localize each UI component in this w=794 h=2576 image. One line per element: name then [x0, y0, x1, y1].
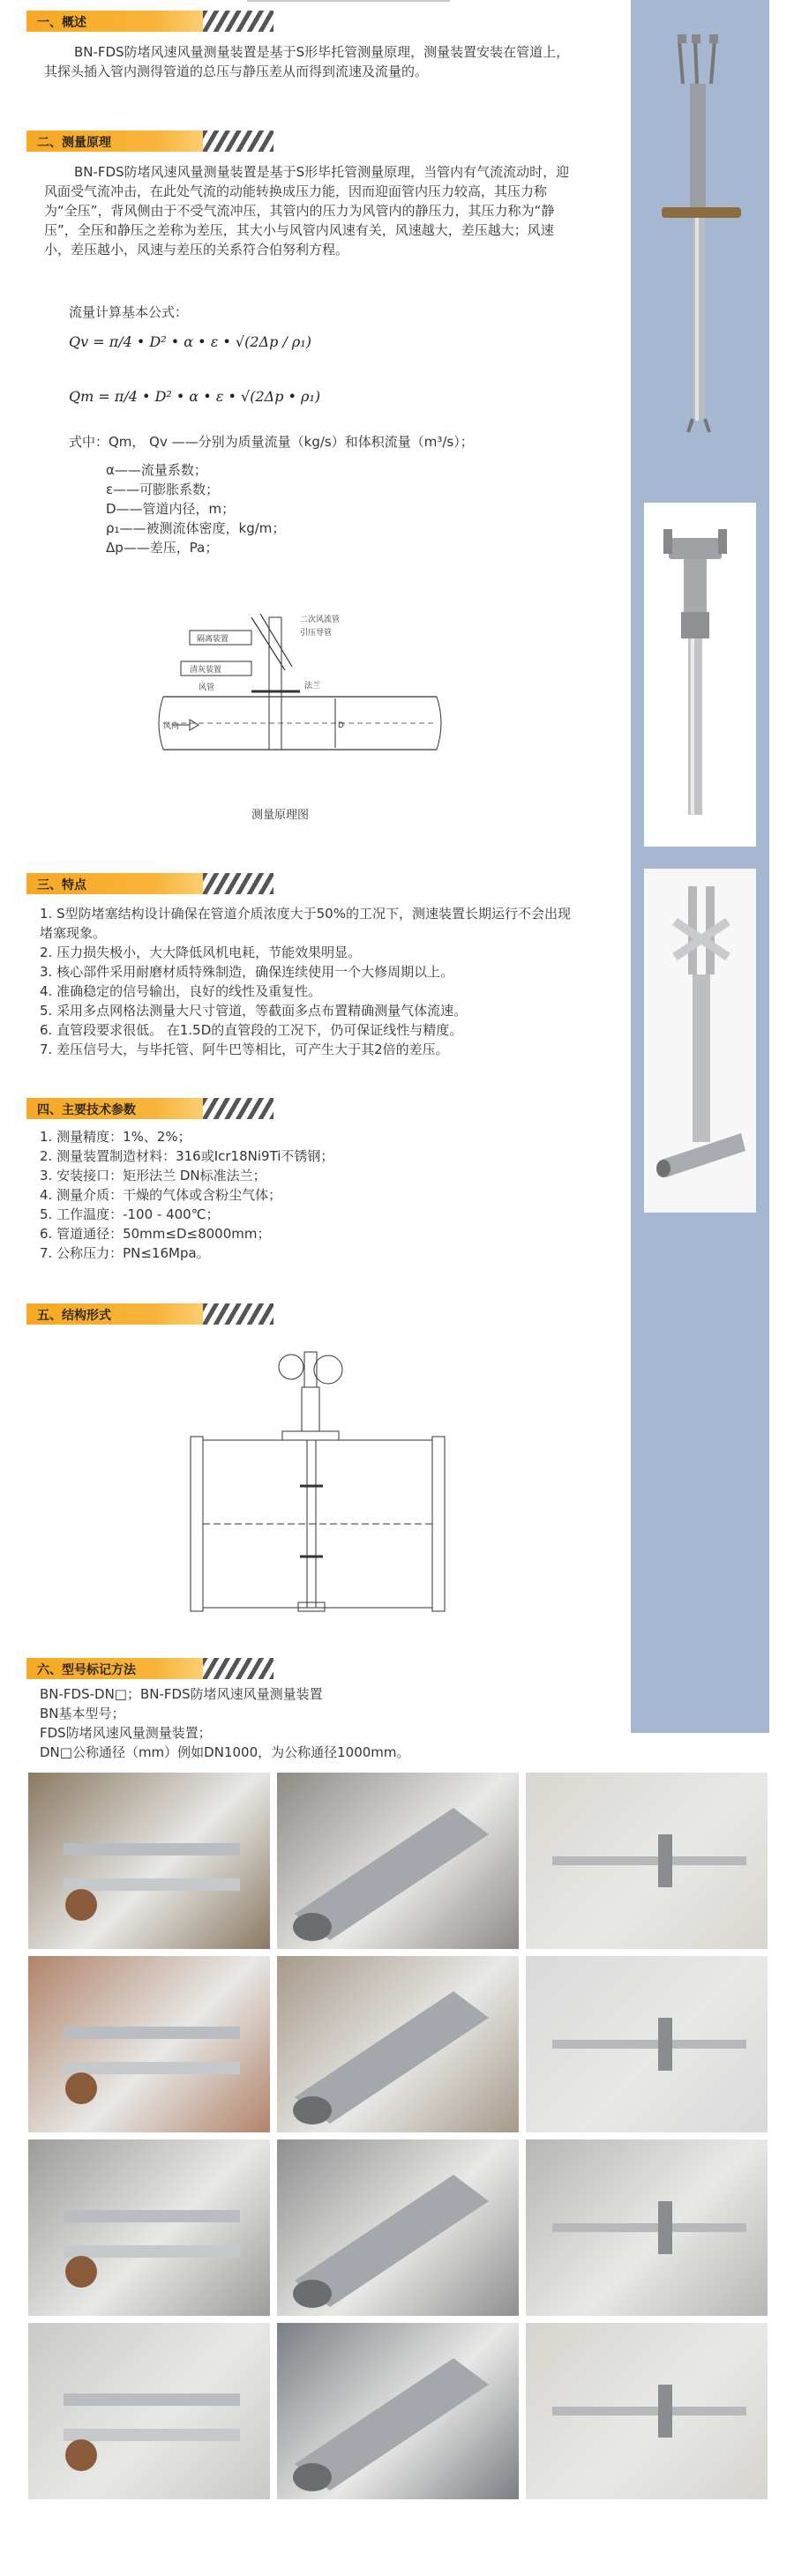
legend-epsilon: ε——可膨胀系数； — [106, 482, 220, 497]
overview-text: BN-FDS防堵风速风量测量装置是基于S形毕托管测量原理，测量装置安装在管道上，其探头插入管内测得管道的总压与静压差从而得到流速及流量的。 — [44, 44, 570, 79]
diagram-wind-direction: 风向 — [163, 722, 180, 731]
section-title-features: 三、特点 — [37, 878, 86, 892]
feature-item-2: 2. 压力损失极小，大大降低风机电耗，节能效果明显。 — [40, 945, 362, 960]
feature-item-3: 3. 核心部件采用耐磨材质特殊制造，确保连续使用一个大修周期以上。 — [40, 964, 454, 980]
legend-d: D——管道内径，m； — [106, 501, 236, 517]
diagram-d-label: D — [338, 721, 344, 730]
structure-diagram — [185, 1345, 450, 1627]
photo-boxed-probes — [28, 1956, 270, 2132]
photo-flange-probe — [526, 1956, 768, 2132]
photo-probes-flanges — [277, 2139, 519, 2316]
legend-rho: ρ₁——被测流体密度，kg/m； — [106, 520, 286, 536]
spec-item-3: 3. 安装接口：矩形法兰 DN标准法兰； — [40, 1168, 266, 1183]
formula-legend-intro: 式中：Qm， Qv ——分别为质量流量（kg/s）和体积流量（m³/s）； — [69, 434, 474, 450]
legend-alpha: α——流量系数； — [106, 462, 207, 478]
photo-pair-probes — [526, 2323, 768, 2499]
diagram-caption: 测量原理图 — [251, 809, 310, 822]
photo-s-pipe-closeup — [277, 1773, 519, 1949]
legend-dp: Δp——差压，Pa； — [106, 540, 219, 556]
specs-list — [40, 1127, 578, 1263]
section-title-model: 六、型号标记方法 — [37, 1663, 136, 1677]
model-lines — [40, 1684, 578, 1762]
spec-item-1: 1. 测量精度：1%、2%； — [40, 1129, 191, 1145]
product-sidebar — [631, 0, 769, 1733]
photo-grid — [28, 1773, 769, 2566]
photo-probes-on-floor — [277, 1956, 519, 2132]
formula-legend — [106, 460, 285, 557]
model-line-2: BN基本型号； — [40, 1706, 125, 1721]
diagram-flange: 法兰 — [304, 682, 321, 691]
spec-item-2: 2. 测量装置制造材料：316或Icr18Ni9Ti不锈钢； — [40, 1148, 334, 1164]
section-header-principle — [26, 131, 256, 152]
feature-item-4: 4. 准确稳定的信号输出，良好的线性及重复性。 — [40, 983, 322, 999]
model-line-3: FDS防堵风速风量测量装置； — [40, 1725, 212, 1741]
top-rule — [247, 0, 450, 2]
formula-qm: Qm = π/4 • D² • α • ε • √(2Δp • ρ₁) — [69, 388, 321, 405]
section-header-specs — [26, 1098, 256, 1119]
feature-item-6: 6. 直管段要求很低。 在1.5D的直管段的工况下，仍可保证线性与精度。 — [40, 1022, 463, 1038]
section-title-structure: 五、结构形式 — [37, 1309, 111, 1323]
formula-qv: Qv = π/4 • D² • α • ε • √(2Δp / ρ₁) — [69, 333, 311, 350]
spec-item-6: 6. 管道通径：50mm≤D≤8000mm； — [40, 1226, 271, 1242]
section-header-features — [26, 873, 256, 894]
diagram-probe: 隔离装置 — [197, 635, 229, 644]
photo-probe-group — [526, 2139, 768, 2316]
sidebar-photo-s-probe — [644, 869, 756, 1213]
spec-item-5: 5. 工作温度：-100 - 400℃； — [40, 1206, 220, 1222]
photo-flange-disc — [28, 2323, 270, 2499]
diagram-guide-pipe: 引压导管 — [300, 629, 333, 638]
section-title-principle: 二、测量原理 — [37, 136, 111, 150]
principle-diagram — [146, 600, 446, 794]
model-line-4: DN□公称通径（mm）例如DN1000，为公称通径1000mm。 — [40, 1744, 410, 1760]
model-line-1: BN-FDS-DN□；BN-FDS防堵风速风量测量装置 — [40, 1686, 323, 1702]
photo-probe-row — [28, 2139, 270, 2316]
diagram-pressure-pipe: 二次风流管 — [300, 616, 341, 624]
diagram-air-pipe: 风管 — [198, 683, 215, 692]
section-header-overview — [26, 11, 256, 32]
formula-label: 流量计算基本公式： — [69, 304, 189, 320]
feature-item-5: 5. 采用多点网格法测量大尺寸管道，等截面多点布置精确测量气体流速。 — [40, 1003, 468, 1019]
section-header-structure — [26, 1303, 256, 1325]
section-title-specs: 四、主要技术参数 — [37, 1103, 136, 1117]
photo-packed-flanges — [28, 1773, 270, 1949]
sidebar-photo-long-probe — [644, 31, 756, 437]
feature-item-1: 1. S型防堵塞结构设计确保在管道介质浓度大于50%的工况下，测速装置长期运行不会出现堵塞现象。 — [40, 906, 571, 941]
photo-probe-on-table — [526, 1773, 768, 1949]
sidebar-photo-probe-fitting — [644, 503, 756, 847]
section-header-model — [26, 1658, 256, 1679]
diagram-cleaning: 清灰装置 — [190, 666, 222, 675]
features-list — [40, 904, 578, 1059]
principle-text: BN-FDS防堵风速风量测量装置是基于S形毕托管测量原理，当管内有气流流动时，迎风面受气流冲击，在此处气流的动能转换成压力能，因而迎面管内压力较高，其压力称为“全压”，背风侧由于不受气流冲压，其管内的压力为风管内的静压力，其压力称为“静压”，全压和静压之差称为差压，其大小与风管内风速有关，风速越大，差压越大；风速小，差压越小，风速与差压的关系符合伯努利方程。 — [44, 164, 570, 258]
photo-long-probe — [277, 2323, 519, 2499]
spec-item-7: 7. 公称压力：PN≤16Mpa。 — [40, 1245, 210, 1261]
spec-item-4: 4. 测量介质：干燥的气体或含粉尘气体； — [40, 1187, 282, 1203]
feature-item-7: 7. 差压信号大，与毕托管、阿牛巴等相比，可产生大于其2倍的差压。 — [40, 1042, 449, 1057]
section-title-overview: 一、概述 — [37, 16, 86, 30]
